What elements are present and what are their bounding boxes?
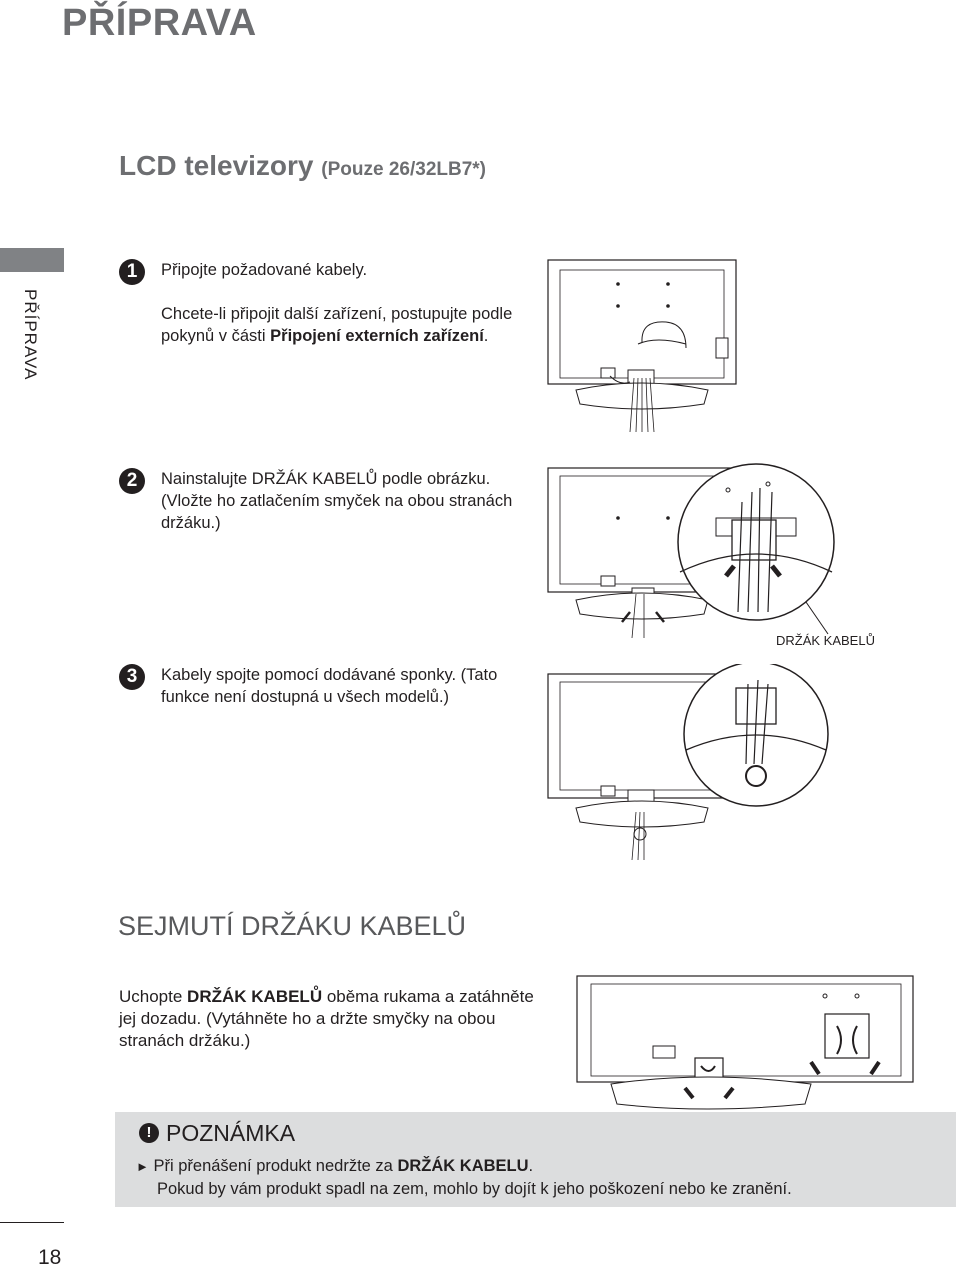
note-line-1-end: . xyxy=(528,1157,534,1175)
step-2-text: Nainstalujte DRŽÁK KABELŮ podle obrázku. (Vložte ho zatlačením smyček na obou stranách držáku.) xyxy=(161,470,513,532)
note-line-1 xyxy=(136,1155,533,1178)
cable-holder-label: DRŽÁK KABELŮ xyxy=(776,633,875,648)
side-tab-label: PŘÍPRAVA xyxy=(21,289,40,381)
step-1-para-text: Chcete-li připojit další zařízení, postupujte podle pokynů v části xyxy=(161,305,513,345)
step-3-text: Kabely spojte pomocí dodávané sponky. (Tato funkce není dostupná u všech modelů.) xyxy=(161,666,498,706)
note-line-2: Pokud by vám produkt spadl na zem, mohlo by dojít k jeho poškození nebo ke zranění. xyxy=(157,1180,792,1198)
step-1-paragraph xyxy=(161,303,521,347)
note-line-1-text: Při přenášení produkt nedržte za xyxy=(153,1157,398,1175)
section-title xyxy=(119,150,486,182)
removal-text-end: oběma rukama a zatáhněte jej dozadu. (Vytáhněte ho a držte smyčky na obou stranách držáku.) xyxy=(119,987,534,1050)
triangle-bullet-icon: ► xyxy=(136,1159,149,1174)
removal-section-title: SEJMUTÍ DRŽÁKU KABELŮ xyxy=(118,911,467,941)
section-title-main: LCD televizory xyxy=(119,150,314,181)
removal-instructions xyxy=(119,986,539,1052)
cable-holder-install-illustration xyxy=(546,462,836,652)
cable-holder-removal-illustration xyxy=(575,974,915,1112)
step-number-1: 1 xyxy=(119,259,145,285)
step-number-3: 3 xyxy=(119,664,145,690)
side-tab-marker xyxy=(0,248,64,272)
page-title: PŘÍPRAVA xyxy=(62,2,257,44)
section-subtitle: (Pouze 26/32LB7*) xyxy=(321,159,487,180)
step-1-para-end: . xyxy=(483,327,489,345)
step-1-text: Připojte požadované kabely. xyxy=(161,261,368,279)
note-title: POZNÁMKA xyxy=(166,1120,296,1146)
page-number: 18 xyxy=(38,1246,62,1269)
tv-back-illustration-1 xyxy=(546,258,740,434)
step-1-para-bold: Připojení externích zařízení xyxy=(270,327,484,345)
removal-text-bold: DRŽÁK KABELŮ xyxy=(187,987,323,1006)
warning-icon: ! xyxy=(139,1123,159,1143)
step-number-2: 2 xyxy=(119,468,145,494)
footer-divider xyxy=(0,1222,64,1223)
cable-clip-illustration xyxy=(546,664,836,864)
removal-text: Uchopte xyxy=(119,987,188,1006)
note-line-1-bold: DRŽÁK KABELU xyxy=(397,1157,529,1175)
